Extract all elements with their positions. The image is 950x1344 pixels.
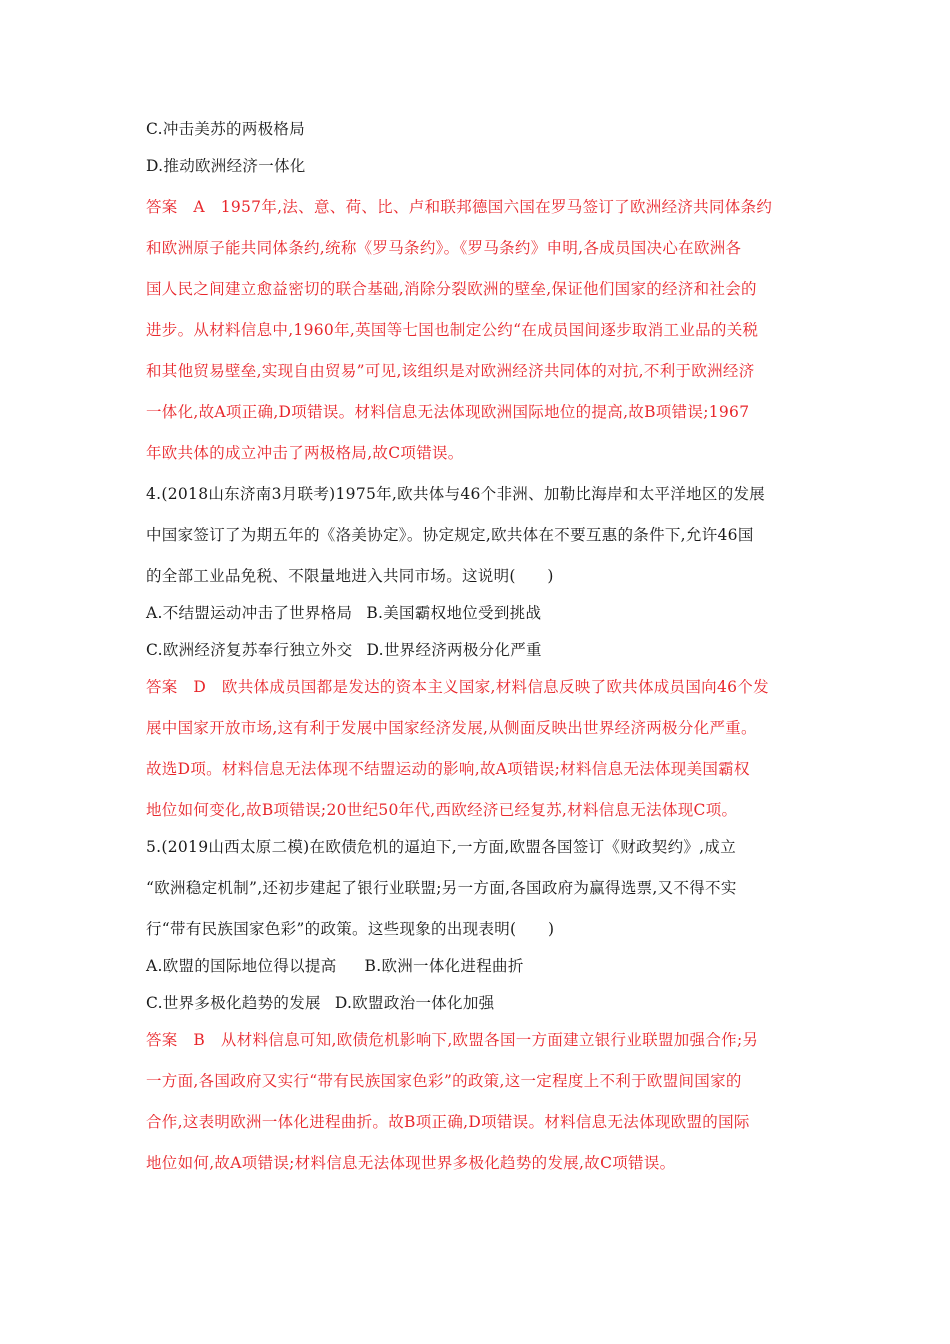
q4-options-row <box>146 639 810 661</box>
q5-answer <box>146 1029 810 1174</box>
q3-answer-line: 进步。从材料信息中,1960年,英国等七国也制定公约“在成员国间逐步取消工业品的关税 <box>146 321 759 339</box>
q3-answer-line: 国人民之间建立愈益密切的联合基础,消除分裂欧洲的壁垒,保证他们国家的经济和社会的 <box>146 280 757 298</box>
q5-stem-line: “欧洲稳定机制”,还初步建起了银行业联盟;另一方面,各国政府为赢得选票,又不得不实 <box>146 879 737 897</box>
q5-option-d: D.欧盟政治一体化加强 <box>334 994 495 1012</box>
q4-answer-line: 答案 D 欧共体成员国都是发达的资本主义国家,材料信息反映了欧共体成员国向46个发 <box>146 678 769 696</box>
q4-stem-line: 中国家签订了为期五年的《洛美协定》。协定规定,欧共体在不要互惠的条件下,允许46国 <box>146 526 754 544</box>
q5-answer-line: 一方面,各国政府又实行“带有民族国家色彩”的政策,这一定程度上不利于欧盟间国家的 <box>146 1072 742 1090</box>
q5-answer-line: 合作,这表明欧洲一体化进程曲折。故B项正确,D项错误。材料信息无法体现欧盟的国际 <box>146 1113 750 1131</box>
q3-option-c: C.冲击美苏的两极格局 <box>146 120 306 138</box>
q5-options-row <box>146 992 810 1014</box>
q5-stem <box>146 836 810 940</box>
q3-answer-line: 和欧洲原子能共同体条约,统称《罗马条约》。《罗马条约》申明,各成员国决心在欧洲各 <box>146 239 742 257</box>
q4-stem-line: 的全部工业品免税、不限量地进入共同市场。这说明( ) <box>146 567 554 585</box>
q4-option-d: D.世界经济两极分化严重 <box>366 641 542 659</box>
q4-options <box>146 602 810 661</box>
q3-options <box>146 118 810 177</box>
q4-option-c: C.欧洲经济复苏奉行独立外交 <box>146 641 353 659</box>
q4-options-row <box>146 602 810 624</box>
q3-option-d: D.推动欧洲经济一体化 <box>146 157 306 175</box>
q4-answer <box>146 676 810 821</box>
q5-option-b: B.欧洲一体化进程曲折 <box>364 957 524 975</box>
document-page <box>146 118 810 1174</box>
q5-options <box>146 955 810 1014</box>
q5-stem-line: 行“带有民族国家色彩”的政策。这些现象的出现表明( ) <box>146 920 555 938</box>
q3-answer-line: 答案 A 1957年,法、意、荷、比、卢和联邦德国六国在罗马签订了欧洲经济共同体条约 <box>146 198 773 216</box>
q5-option-c: C.世界多极化趋势的发展 <box>146 994 321 1012</box>
q5-options-row <box>146 955 810 977</box>
q3-answer-line: 和其他贸易壁垒,实现自由贸易”可见,该组织是对欧洲经济共同体的对抗,不利于欧洲经济 <box>146 362 755 380</box>
q5-answer-line: 答案 B 从材料信息可知,欧债危机影响下,欧盟各国一方面建立银行业联盟加强合作;另 <box>146 1031 759 1049</box>
q3-answer-line: 年欧共体的成立冲击了两极格局,故C项错误。 <box>146 444 464 462</box>
q4-stem-line: 4.(2018山东济南3月联考)1975年,欧共体与46个非洲、加勒比海岸和太平洋地区的发展 <box>146 485 766 503</box>
q4-answer-line: 故选D项。材料信息无法体现不结盟运动的影响,故A项错误;材料信息无法体现美国霸权 <box>146 760 750 778</box>
q4-stem <box>146 483 810 587</box>
q4-answer-line: 展中国家开放市场,这有利于发展中国家经济发展,从侧面反映出世界经济两极分化严重。 <box>146 719 757 737</box>
q4-option-b: B.美国霸权地位受到挑战 <box>366 604 542 622</box>
q5-option-a: A.欧盟的国际地位得以提高 <box>146 957 337 975</box>
q4-answer-line: 地位如何变化,故B项错误;20世纪50年代,西欧经济已经复苏,材料信息无法体现C项。 <box>146 801 738 819</box>
q5-stem-line: 5.(2019山西太原二模)在欧债危机的逼迫下,一方面,欧盟各国签订《财政契约》,成立 <box>146 838 737 856</box>
q3-answer-line: 一体化,故A项正确,D项错误。材料信息无法体现欧洲国际地位的提高,故B项错误;1967 <box>146 403 750 421</box>
q5-answer-line: 地位如何,故A项错误;材料信息无法体现世界多极化趋势的发展,故C项错误。 <box>146 1154 676 1172</box>
q3-answer <box>146 196 810 464</box>
q4-option-a: A.不结盟运动冲击了世界格局 <box>146 604 353 622</box>
